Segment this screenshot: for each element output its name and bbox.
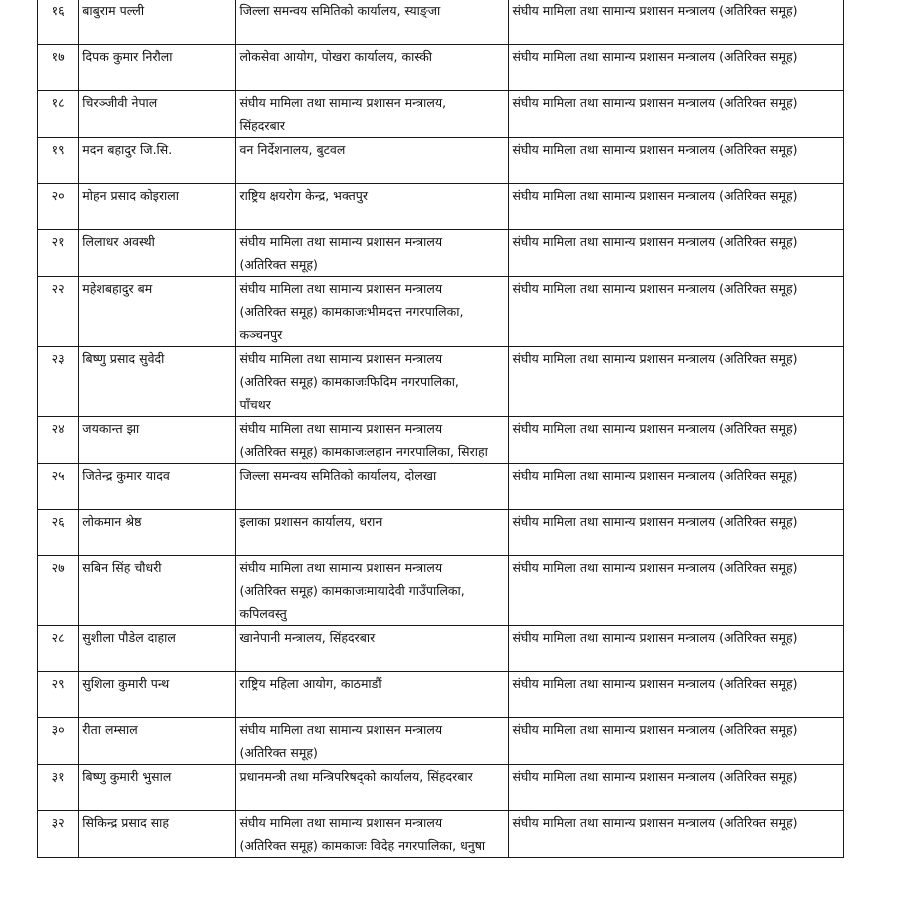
assigned-ministry-cell <box>509 0 844 45</box>
current-office-line: संघीय मामिला तथा सामान्य प्रशासन मन्त्रालय <box>239 234 443 249</box>
employee-name: लोकमान श्रेष्ठ <box>82 514 142 529</box>
table-row <box>38 230 844 277</box>
current-office-cell <box>236 417 509 464</box>
assigned-ministry: संघीय मामिला तथा सामान्य प्रशासन मन्त्रालय (अतिरिक्त समूह) <box>512 468 798 483</box>
serial-number: २८ <box>51 630 65 645</box>
current-office-cell <box>236 765 509 811</box>
staff-table <box>37 0 844 858</box>
current-office-line: पाँचथर <box>239 397 271 412</box>
assigned-ministry-cell <box>509 230 844 277</box>
employee-name: दिपक कुमार निरौला <box>82 49 173 64</box>
employee-name: सुशिला कुमारी पन्थ <box>82 676 170 691</box>
employee-name-cell <box>79 184 236 230</box>
current-office-cell <box>236 347 509 417</box>
employee-name-cell <box>79 45 236 91</box>
serial-number: २७ <box>51 560 65 575</box>
table-row <box>38 464 844 510</box>
table-row <box>38 510 844 556</box>
assigned-ministry-cell <box>509 464 844 510</box>
current-office-cell <box>236 184 509 230</box>
employee-name-cell <box>79 0 236 45</box>
assigned-ministry-cell <box>509 277 844 347</box>
assigned-ministry-cell <box>509 765 844 811</box>
current-office-cell <box>236 626 509 672</box>
current-office-line: संघीय मामिला तथा सामान्य प्रशासन मन्त्रालय, <box>239 95 447 110</box>
current-office-line: संघीय मामिला तथा सामान्य प्रशासन मन्त्रालय <box>239 281 443 296</box>
serial-number: १६ <box>51 3 65 18</box>
assigned-ministry: संघीय मामिला तथा सामान्य प्रशासन मन्त्रालय (अतिरिक्त समूह) <box>512 188 798 203</box>
current-office-line: जिल्ला समन्वय समितिको कार्यालय, स्याङ्जा <box>239 3 441 18</box>
employee-name-cell <box>79 464 236 510</box>
assigned-ministry-cell <box>509 45 844 91</box>
employee-name: सुशीला पौडेल दाहाल <box>82 630 176 645</box>
current-office-line: संघीय मामिला तथा सामान्य प्रशासन मन्त्रालय <box>239 815 443 830</box>
employee-name-cell <box>79 91 236 138</box>
employee-name-cell <box>79 556 236 626</box>
table-row <box>38 765 844 811</box>
serial-number: २६ <box>51 514 65 529</box>
table-row <box>38 626 844 672</box>
assigned-ministry: संघीय मामिला तथा सामान्य प्रशासन मन्त्रालय (अतिरिक्त समूह) <box>512 676 798 691</box>
serial-number: २९ <box>51 676 65 691</box>
employee-name-cell <box>79 672 236 718</box>
table-row <box>38 347 844 417</box>
employee-name-cell <box>79 277 236 347</box>
employee-name-cell <box>79 510 236 556</box>
employee-name-cell <box>79 347 236 417</box>
assigned-ministry-cell <box>509 811 844 858</box>
serial-number: १७ <box>51 49 65 64</box>
serial-number-cell <box>38 765 79 811</box>
employee-name: मोहन प्रसाद कोइराला <box>82 188 180 203</box>
assigned-ministry: संघीय मामिला तथा सामान्य प्रशासन मन्त्रालय (अतिरिक्त समूह) <box>512 722 798 737</box>
current-office-cell <box>236 672 509 718</box>
employee-name: लिलाधर अवस्थी <box>82 234 155 249</box>
current-office-line: कञ्चनपुर <box>239 327 283 342</box>
serial-number: १८ <box>51 95 65 110</box>
assigned-ministry: संघीय मामिला तथा सामान्य प्रशासन मन्त्रालय (अतिरिक्त समूह) <box>512 95 798 110</box>
serial-number: २४ <box>51 421 65 436</box>
current-office-line: (अतिरिक्त समूह) कामकाजःभीमदत्त नगरपालिका, <box>239 304 464 319</box>
current-office-cell <box>236 0 509 45</box>
current-office-line: (अतिरिक्त समूह) कामकाजःमायादेवी गाउँपालिका, <box>239 583 465 598</box>
employee-name-cell <box>79 230 236 277</box>
table-row <box>38 138 844 184</box>
employee-name-cell <box>79 417 236 464</box>
serial-number-cell <box>38 626 79 672</box>
employee-name: सिकिन्द्र प्रसाद साह <box>82 815 170 830</box>
serial-number-cell <box>38 510 79 556</box>
employee-name: रीता लम्साल <box>82 722 138 737</box>
assigned-ministry: संघीय मामिला तथा सामान्य प्रशासन मन्त्रालय (अतिरिक्त समूह) <box>512 514 798 529</box>
serial-number: २३ <box>51 351 65 366</box>
assigned-ministry-cell <box>509 510 844 556</box>
assigned-ministry: संघीय मामिला तथा सामान्य प्रशासन मन्त्रालय (अतिरिक्त समूह) <box>512 815 798 830</box>
table-row <box>38 556 844 626</box>
current-office-line: इलाका प्रशासन कार्यालय, धरान <box>239 514 383 529</box>
current-office-line: सिंहदरबार <box>239 118 286 133</box>
employee-name: बाबुराम पल्ली <box>82 3 145 18</box>
serial-number-cell <box>38 718 79 765</box>
current-office-line: वन निर्देशनालय, बुटवल <box>239 142 346 157</box>
current-office-cell <box>236 510 509 556</box>
employee-name: जितेन्द्र कुमार यादव <box>82 468 170 483</box>
table-row <box>38 277 844 347</box>
table-row <box>38 45 844 91</box>
current-office-line: प्रधानमन्त्री तथा मन्त्रिपरिषद्को कार्यालय, सिंहदरबार <box>239 769 473 784</box>
current-office-line: संघीय मामिला तथा सामान्य प्रशासन मन्त्रालय <box>239 722 443 737</box>
current-office-cell <box>236 138 509 184</box>
serial-number-cell <box>38 556 79 626</box>
current-office-cell <box>236 45 509 91</box>
serial-number-cell <box>38 464 79 510</box>
serial-number: २५ <box>51 468 65 483</box>
assigned-ministry-cell <box>509 556 844 626</box>
serial-number-cell <box>38 138 79 184</box>
serial-number-cell <box>38 91 79 138</box>
serial-number-cell <box>38 0 79 45</box>
serial-number: ३० <box>51 722 65 737</box>
table-row <box>38 184 844 230</box>
employee-name: जयकान्त झा <box>82 421 140 436</box>
assigned-ministry: संघीय मामिला तथा सामान्य प्रशासन मन्त्रालय (अतिरिक्त समूह) <box>512 351 798 366</box>
table-row <box>38 718 844 765</box>
assigned-ministry-cell <box>509 138 844 184</box>
assigned-ministry: संघीय मामिला तथा सामान्य प्रशासन मन्त्रालय (अतिरिक्त समूह) <box>512 234 798 249</box>
table-row <box>38 811 844 858</box>
serial-number: २२ <box>51 281 65 296</box>
employee-name-cell <box>79 811 236 858</box>
employee-name: मदन बहादुर जि.सि. <box>82 142 173 157</box>
serial-number-cell <box>38 45 79 91</box>
current-office-line: (अतिरिक्त समूह) कामकाजःफिदिम नगरपालिका, <box>239 374 459 389</box>
employee-name: महेशबहादुर बम <box>82 281 153 296</box>
assigned-ministry-cell <box>509 347 844 417</box>
serial-number: ३१ <box>51 769 65 784</box>
current-office-line: कपिलवस्तु <box>239 606 287 621</box>
employee-name: सबिन सिंह चौधरी <box>82 560 162 575</box>
assigned-ministry-cell <box>509 417 844 464</box>
serial-number: ३२ <box>51 815 65 830</box>
current-office-line: संघीय मामिला तथा सामान्य प्रशासन मन्त्रालय <box>239 421 443 436</box>
current-office-cell <box>236 230 509 277</box>
serial-number-cell <box>38 811 79 858</box>
assigned-ministry: संघीय मामिला तथा सामान्य प्रशासन मन्त्रालय (अतिरिक्त समूह) <box>512 769 798 784</box>
assigned-ministry: संघीय मामिला तथा सामान्य प्रशासन मन्त्रालय (अतिरिक्त समूह) <box>512 421 798 436</box>
current-office-line: खानेपानी मन्त्रालय, सिंहदरबार <box>239 630 376 645</box>
assigned-ministry: संघीय मामिला तथा सामान्य प्रशासन मन्त्रालय (अतिरिक्त समूह) <box>512 49 798 64</box>
assigned-ministry-cell <box>509 184 844 230</box>
assigned-ministry-cell <box>509 626 844 672</box>
serial-number: २१ <box>51 234 65 249</box>
current-office-line: संघीय मामिला तथा सामान्य प्रशासन मन्त्रालय <box>239 351 443 366</box>
current-office-line: (अतिरिक्त समूह) <box>239 745 318 760</box>
serial-number-cell <box>38 347 79 417</box>
serial-number-cell <box>38 277 79 347</box>
assigned-ministry-cell <box>509 718 844 765</box>
current-office-cell <box>236 277 509 347</box>
current-office-line: संघीय मामिला तथा सामान्य प्रशासन मन्त्रालय <box>239 560 443 575</box>
table-row <box>38 672 844 718</box>
employee-name: बिष्णु कुमारी भुसाल <box>82 769 172 784</box>
employee-name-cell <box>79 718 236 765</box>
serial-number-cell <box>38 230 79 277</box>
assigned-ministry: संघीय मामिला तथा सामान्य प्रशासन मन्त्रालय (अतिरिक्त समूह) <box>512 630 798 645</box>
current-office-line: (अतिरिक्त समूह) कामकाजः विदेह नगरपालिका, धनुषा <box>239 838 486 853</box>
assigned-ministry: संघीय मामिला तथा सामान्य प्रशासन मन्त्रालय (अतिरिक्त समूह) <box>512 142 798 157</box>
employee-name-cell <box>79 626 236 672</box>
assigned-ministry: संघीय मामिला तथा सामान्य प्रशासन मन्त्रालय (अतिरिक्त समूह) <box>512 3 798 18</box>
assigned-ministry: संघीय मामिला तथा सामान्य प्रशासन मन्त्रालय (अतिरिक्त समूह) <box>512 560 798 575</box>
current-office-line: (अतिरिक्त समूह) कामकाजःलहान नगरपालिका, सिराहा <box>239 444 488 459</box>
current-office-line: राष्ट्रिय महिला आयोग, काठमाडौं <box>239 676 382 691</box>
serial-number: २० <box>51 188 65 203</box>
current-office-line: (अतिरिक्त समूह) <box>239 257 318 272</box>
table-row <box>38 91 844 138</box>
assigned-ministry-cell <box>509 91 844 138</box>
serial-number-cell <box>38 184 79 230</box>
employee-name-cell <box>79 765 236 811</box>
staff-table-body <box>38 0 844 858</box>
assigned-ministry-cell <box>509 672 844 718</box>
table-row <box>38 0 844 45</box>
employee-name: बिष्णु प्रसाद सुवेदी <box>82 351 165 366</box>
employee-name-cell <box>79 138 236 184</box>
table-row <box>38 417 844 464</box>
assigned-ministry: संघीय मामिला तथा सामान्य प्रशासन मन्त्रालय (अतिरिक्त समूह) <box>512 281 798 296</box>
current-office-line: लोकसेवा आयोग, पोखरा कार्यालय, कास्की <box>239 49 433 64</box>
current-office-cell <box>236 91 509 138</box>
employee-name: चिरञ्जीवी नेपाल <box>82 95 158 110</box>
current-office-cell <box>236 811 509 858</box>
current-office-cell <box>236 464 509 510</box>
serial-number-cell <box>38 672 79 718</box>
current-office-line: जिल्ला समन्वय समितिको कार्यालय, दोलखा <box>239 468 437 483</box>
current-office-cell <box>236 556 509 626</box>
serial-number-cell <box>38 417 79 464</box>
serial-number: १९ <box>51 142 65 157</box>
current-office-line: राष्ट्रिय क्षयरोग केन्द्र, भक्तपुर <box>239 188 369 203</box>
current-office-cell <box>236 718 509 765</box>
